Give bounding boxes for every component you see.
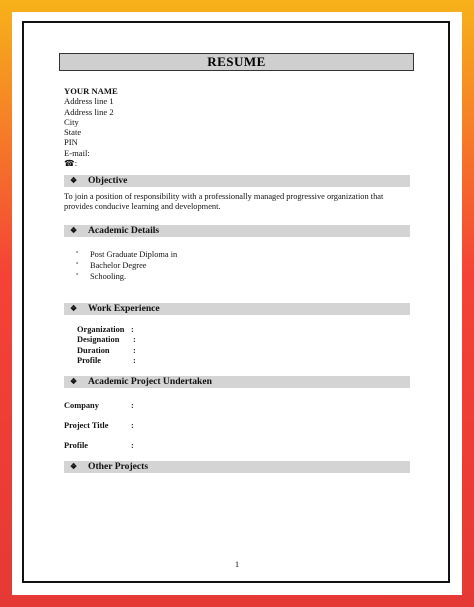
- field-row: Company :: [64, 401, 134, 410]
- section-heading-academic: [64, 225, 410, 237]
- section-heading-work: [64, 303, 410, 315]
- section-title: Academic Details: [88, 225, 160, 236]
- contact-name: YOUR NAME: [64, 86, 118, 96]
- circle-bullet-icon: °: [76, 251, 79, 257]
- work-fields: [77, 325, 157, 366]
- circle-bullet-icon: °: [76, 262, 79, 268]
- section-title: Academic Project Undertaken: [88, 376, 212, 387]
- section-heading-other: [64, 461, 410, 473]
- phone-line: ☎:: [64, 158, 78, 169]
- project-fields: [64, 401, 184, 461]
- field-row: Organization :: [77, 325, 134, 334]
- contact-block: [64, 86, 118, 168]
- field-row: Duration :: [77, 345, 136, 355]
- contact-line: Address line 1: [64, 96, 114, 107]
- document-page: [12, 12, 462, 595]
- list-item: ° Post Graduate Diploma in: [76, 250, 178, 259]
- diamond-bullet-icon: ❖: [70, 226, 78, 235]
- contact-line: Address line 2: [64, 106, 114, 117]
- diamond-bullet-icon: ❖: [70, 176, 78, 185]
- academic-list: [76, 249, 177, 282]
- contact-line: State: [64, 127, 82, 138]
- diamond-bullet-icon: ❖: [70, 377, 78, 386]
- section-title: Other Projects: [88, 461, 149, 472]
- list-item: ° Schooling.: [76, 272, 127, 281]
- circle-bullet-icon: °: [76, 273, 79, 279]
- list-item: ° Bachelor Degree: [76, 261, 147, 270]
- diamond-bullet-icon: ❖: [70, 304, 78, 313]
- section-heading-objective: [64, 175, 410, 187]
- contact-line: City: [64, 116, 79, 127]
- contact-line: PIN: [64, 137, 78, 148]
- section-title: Objective: [88, 175, 128, 186]
- diamond-bullet-icon: ❖: [70, 462, 78, 471]
- section-heading-project: [64, 376, 410, 388]
- objective-text: To join a position of responsibility with a professionally managed progressive organization that provides conducive learning and development.: [64, 192, 384, 212]
- contact-line: E-mail:: [64, 147, 90, 158]
- field-row: Designation :: [77, 335, 136, 345]
- resume-title: RESUME: [59, 53, 414, 71]
- field-row: Project Title :: [64, 421, 134, 430]
- field-row: Profile :: [64, 441, 134, 450]
- page-number: 1: [234, 559, 240, 569]
- section-title: Work Experience: [88, 303, 160, 314]
- field-row: Profile :: [77, 355, 136, 365]
